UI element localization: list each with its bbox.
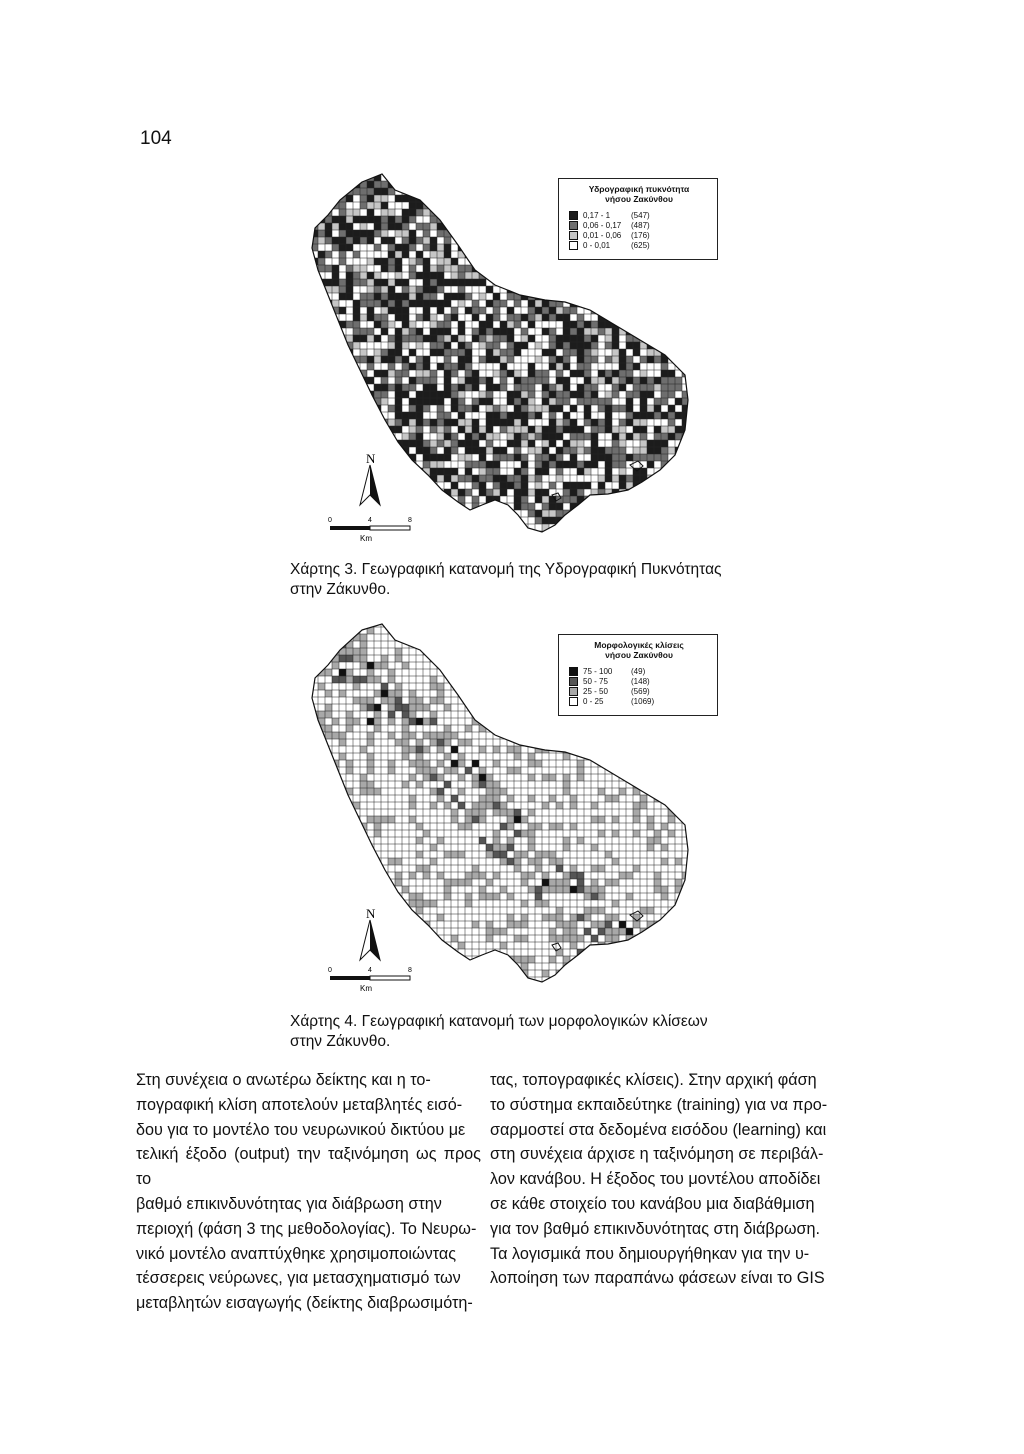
figure-caption: Χάρτης 4. Γεωγραφική κατανομή των μορφολογικών κλίσεων στην Ζάκυνθο.: [290, 1013, 708, 1050]
text-line: το σύστημα εκπαιδεύτηκε (training) για να προ-: [490, 1095, 828, 1114]
scale-tick: 0: [328, 517, 332, 524]
legend-title: Υδρογραφική πυκνότητα νήσου Ζακύνθου: [588, 184, 690, 204]
legend-swatch: [569, 221, 578, 230]
legend-count: (625): [631, 240, 650, 250]
text-line: στη συνέχεια άρχισε η ταξινόμηση σε περιβάλ-: [490, 1145, 824, 1164]
legend-row: [569, 697, 709, 707]
page-number: 104: [140, 128, 172, 149]
scale-unit: Km: [360, 534, 372, 543]
legend-swatch: [569, 677, 578, 686]
text-line: μεταβλητών εισαγωγής (δείκτης διαβρωσιμότη-: [136, 1294, 473, 1313]
text-line: νικό μοντέλο αναπτύχθηκε χρησιμοποιώντας: [136, 1244, 456, 1263]
north-label: N: [366, 451, 376, 466]
legend-swatch: [569, 697, 578, 706]
legend-count: (569): [631, 686, 650, 696]
scale-tick: 0: [328, 967, 332, 974]
text-line: τας, τοπογραφικές κλίσεις). Στην αρχική φάση: [490, 1071, 817, 1089]
legend-count: (148): [631, 676, 650, 686]
legend-row: [569, 211, 709, 221]
text-line: τέσσερεις νεύρωνες, για μετασχηματισμό των: [136, 1269, 461, 1288]
legend-row: [569, 687, 709, 697]
legend-count: (487): [631, 220, 650, 230]
legend-count: (1069): [631, 696, 655, 706]
map-legend: [558, 178, 718, 260]
text-line: Τα λογισμικά που δημιουργήθηκαν για την υ-: [490, 1244, 810, 1263]
scale-tick: 8: [408, 517, 412, 524]
text-line: σαρμοστεί στα δεδομένα εισόδου (learning) και: [490, 1120, 827, 1139]
scale-unit: Km: [360, 984, 372, 993]
legend-swatch: [569, 231, 578, 240]
scale-bar: [330, 526, 410, 530]
text-line: Στη συνέχεια ο ανωτέρω δείκτης και η το-: [136, 1071, 431, 1089]
map-legend: [558, 634, 718, 716]
text-line: τελική έξοδο (output) την ταξινόμηση ως προς το: [136, 1145, 481, 1189]
legend-range: 50 - 75: [583, 676, 608, 686]
slope-map-figure: [290, 620, 735, 1005]
text-line: σε κάθε στοιχείο του κανάβου μια διαβάθμιση: [490, 1194, 815, 1213]
scale-tick: 8: [408, 967, 412, 974]
text-line: πογραφική κλίση αποτελούν μεταβλητές εισό-: [136, 1095, 463, 1114]
legend-range: 0 - 0,01: [583, 240, 611, 250]
scale-tick: 4: [368, 967, 372, 974]
legend-row: [569, 677, 709, 687]
legend-range: 0,01 - 0,06: [583, 230, 622, 240]
legend-row: [569, 241, 709, 251]
scale-bar: [330, 976, 410, 980]
text-line: για τον βαθμό επικινδυνότητας στη διάβρωση.: [490, 1219, 821, 1238]
scale-tick: 4: [368, 517, 372, 524]
hydrographic-density-map-figure: [290, 160, 735, 555]
north-label: N: [366, 906, 376, 921]
legend-swatch: [569, 211, 578, 220]
legend-row: [569, 231, 709, 241]
legend-swatch: [569, 667, 578, 676]
body-text-left-column: [136, 1068, 481, 1316]
text-line: βαθμό επικινδυνότητας για διάβρωση στην: [136, 1194, 442, 1213]
text-line: λον κανάβου. Η έξοδος του μοντέλου αποδίδει: [490, 1170, 821, 1189]
text-line: περιοχή (φάση 3 της μεθοδολογίας). Το Νευρω-: [136, 1219, 477, 1238]
legend-count: (49): [631, 666, 646, 676]
legend-title: Μορφολογικές κλίσεις νήσου Ζακύνθου: [594, 640, 684, 660]
legend-range: 75 - 100: [583, 666, 613, 676]
legend-range: 0 - 25: [583, 696, 604, 706]
legend-count: (176): [631, 230, 650, 240]
north-arrow-icon: [360, 465, 380, 505]
legend-count: (547): [631, 210, 650, 220]
text-line: λοποίηση των παραπάνω φάσεων είναι το GIS: [490, 1269, 825, 1288]
legend-swatch: [569, 687, 578, 696]
figure-caption: Χάρτης 3. Γεωγραφική κατανομή της Υδρογραφική Πυκνότητας στην Ζάκυνθο.: [290, 561, 722, 598]
body-text-right-column: [490, 1068, 835, 1291]
legend-row: [569, 667, 709, 677]
north-arrow-icon: [360, 920, 380, 960]
legend-row: [569, 221, 709, 231]
text-line: δου για το μοντέλο του νευρωνικού δικτύου με: [136, 1120, 466, 1139]
legend-range: 0,17 - 1: [583, 210, 611, 220]
legend-swatch: [569, 241, 578, 250]
legend-range: 25 - 50: [583, 686, 608, 696]
legend-range: 0,06 - 0,17: [583, 220, 622, 230]
